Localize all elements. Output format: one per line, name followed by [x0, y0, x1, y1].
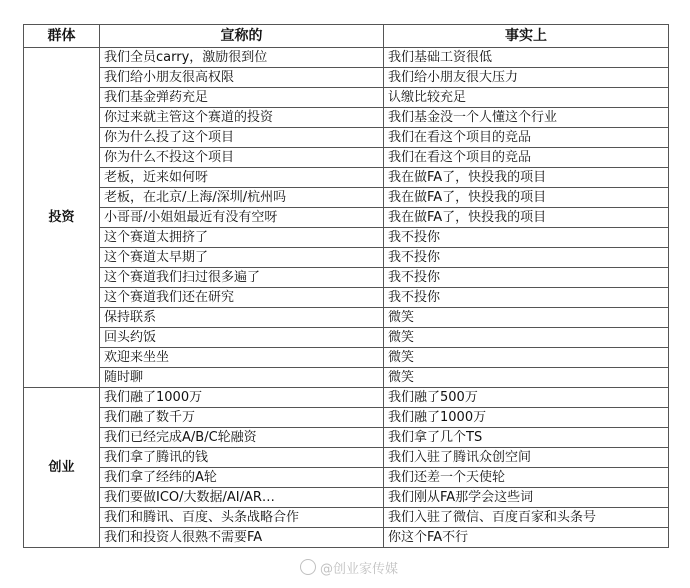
table-row [24, 428, 669, 448]
fact-cell: 我不投你 [384, 288, 669, 308]
claimed-cell: 这个赛道我们扫过很多遍了 [100, 268, 384, 288]
claimed-cell: 小哥哥/小姐姐最近有没有空呀 [100, 208, 384, 228]
table-row [24, 188, 669, 208]
claimed-cell: 这个赛道太拥挤了 [100, 228, 384, 248]
table-row [24, 488, 669, 508]
fact-cell: 微笑 [384, 308, 669, 328]
table-row [24, 248, 669, 268]
watermark-text: @创业家传媒 [320, 562, 399, 577]
header-fact: 事实上 [384, 25, 669, 48]
table-row [24, 368, 669, 388]
claimed-cell: 这个赛道我们还在研究 [100, 288, 384, 308]
group-label: 创业 [24, 388, 100, 548]
fact-cell: 我们在看这个项目的竞品 [384, 148, 669, 168]
claimed-cell: 我们拿了腾讯的钱 [100, 448, 384, 468]
table-row [24, 48, 669, 68]
fact-cell: 我们融了1000万 [384, 408, 669, 428]
claimed-cell: 这个赛道太早期了 [100, 248, 384, 268]
table-row [24, 408, 669, 428]
watermark [300, 558, 398, 577]
fact-cell: 你这个FA不行 [384, 528, 669, 548]
fact-cell: 微笑 [384, 328, 669, 348]
claimed-cell: 我们已经完成A/B/C轮融资 [100, 428, 384, 448]
claimed-cell: 我们融了数千万 [100, 408, 384, 428]
fact-cell: 我们融了500万 [384, 388, 669, 408]
group-label: 投资 [24, 48, 100, 388]
table-row [24, 528, 669, 548]
table-row [24, 468, 669, 488]
claimed-cell: 我们拿了经纬的A轮 [100, 468, 384, 488]
table-row [24, 168, 669, 188]
claimed-cell: 我们和投资人很熟不需要FA [100, 528, 384, 548]
table-row [24, 128, 669, 148]
claimed-cell: 回头约饭 [100, 328, 384, 348]
claimed-cell: 随时聊 [100, 368, 384, 388]
claimed-cell: 我们基金弹药充足 [100, 88, 384, 108]
comparison-table [23, 24, 669, 548]
header-claimed: 宣称的 [100, 25, 384, 48]
table-row [24, 148, 669, 168]
fact-cell: 我们入驻了微信、百度百家和头条号 [384, 508, 669, 528]
claimed-cell: 你为什么不投这个项目 [100, 148, 384, 168]
table-row [24, 228, 669, 248]
table-row [24, 88, 669, 108]
table-row [24, 288, 669, 308]
table-row [24, 508, 669, 528]
claimed-cell: 老板，在北京/上海/深圳/杭州吗 [100, 188, 384, 208]
fact-cell: 我们还差一个天使轮 [384, 468, 669, 488]
header-group: 群体 [24, 25, 100, 48]
weibo-icon [300, 559, 316, 575]
fact-cell: 我们基金没一个人懂这个行业 [384, 108, 669, 128]
claimed-cell: 我们要做ICO/大数据/AI/AR… [100, 488, 384, 508]
fact-cell: 我们入驻了腾讯众创空间 [384, 448, 669, 468]
table-row [24, 448, 669, 468]
table-body [24, 48, 669, 548]
fact-cell: 我们拿了几个TS [384, 428, 669, 448]
fact-cell: 我在做FA了，快投我的项目 [384, 188, 669, 208]
table-row [24, 348, 669, 368]
table-row [24, 268, 669, 288]
claimed-cell: 老板，近来如何呀 [100, 168, 384, 188]
table-row [24, 328, 669, 348]
fact-cell: 我不投你 [384, 228, 669, 248]
table-row [24, 68, 669, 88]
fact-cell: 我不投你 [384, 248, 669, 268]
table-row [24, 308, 669, 328]
claimed-cell: 我们全员carry，激励很到位 [100, 48, 384, 68]
fact-cell: 我们刚从FA那学会这些词 [384, 488, 669, 508]
fact-cell: 微笑 [384, 368, 669, 388]
claimed-cell: 保持联系 [100, 308, 384, 328]
fact-cell: 我们给小朋友很大压力 [384, 68, 669, 88]
fact-cell: 我在做FA了，快投我的项目 [384, 168, 669, 188]
table-row [24, 388, 669, 408]
claimed-cell: 你为什么投了这个项目 [100, 128, 384, 148]
table-row [24, 208, 669, 228]
fact-cell: 我在做FA了，快投我的项目 [384, 208, 669, 228]
fact-cell: 微笑 [384, 348, 669, 368]
table-row [24, 108, 669, 128]
fact-cell: 我们在看这个项目的竞品 [384, 128, 669, 148]
claimed-cell: 我们给小朋友很高权限 [100, 68, 384, 88]
fact-cell: 我不投你 [384, 268, 669, 288]
fact-cell: 认缴比较充足 [384, 88, 669, 108]
fact-cell: 我们基础工资很低 [384, 48, 669, 68]
claimed-cell: 我们融了1000万 [100, 388, 384, 408]
claimed-cell: 欢迎来坐坐 [100, 348, 384, 368]
claimed-cell: 你过来就主管这个赛道的投资 [100, 108, 384, 128]
header-row [24, 25, 669, 48]
claimed-cell: 我们和腾讯、百度、头条战略合作 [100, 508, 384, 528]
